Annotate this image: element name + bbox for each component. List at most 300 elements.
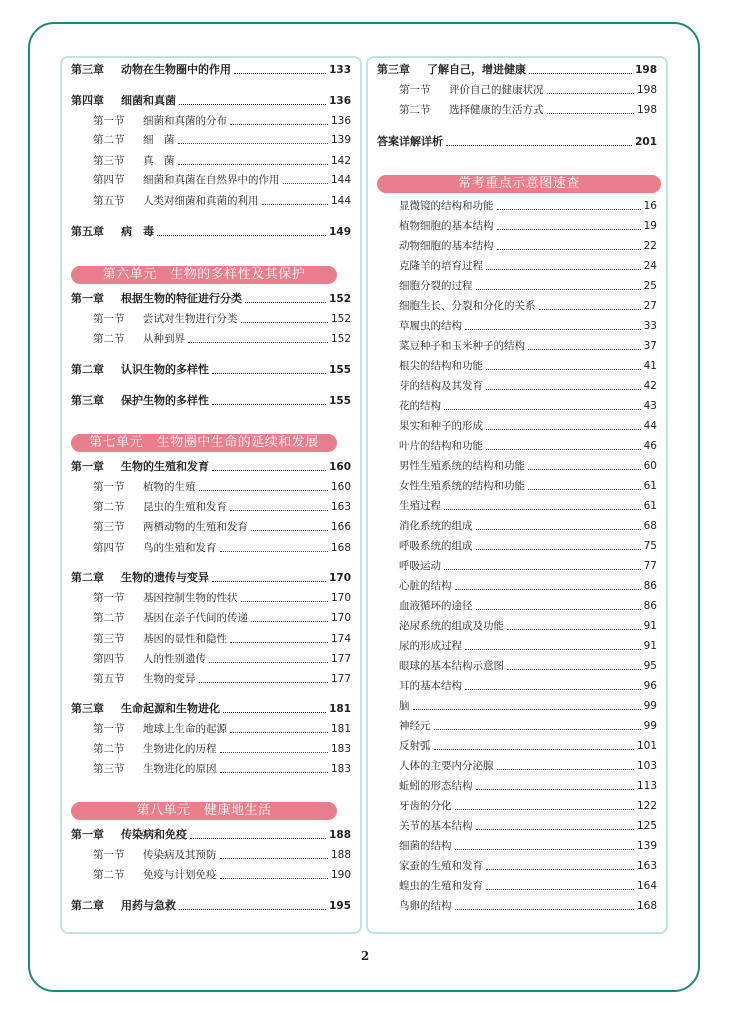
toc-section-row[interactable]	[71, 846, 351, 864]
toc-section-row[interactable]	[71, 192, 351, 210]
dot-leader	[434, 729, 641, 730]
toc-entry-title: 答案详解详析	[377, 135, 443, 148]
toc-entry-number: 第二章	[71, 899, 104, 912]
toc-section-row[interactable]	[71, 171, 351, 189]
toc-entry-page: 37	[643, 340, 657, 352]
toc-figure-row[interactable]	[377, 357, 657, 375]
toc-figure-row[interactable]	[377, 217, 657, 235]
toc-entry-page: 201	[635, 136, 657, 148]
toc-entry-title: 耳的基本结构	[399, 680, 462, 692]
toc-section-row[interactable]	[71, 112, 351, 130]
toc-chapter-row[interactable]	[71, 92, 351, 110]
toc-entry-page: 170	[330, 592, 351, 604]
dot-leader	[455, 849, 634, 850]
dot-leader	[528, 489, 641, 490]
toc-entry-title: 从种到界	[143, 333, 185, 345]
toc-entry-page: 183	[330, 743, 351, 755]
dot-leader	[199, 682, 328, 683]
unit-banner: 第八单元 健康地生活	[71, 802, 337, 820]
toc-entry-number: 第三章	[71, 63, 104, 76]
dot-leader	[529, 73, 632, 74]
toc-entry-page: 122	[636, 800, 657, 812]
toc-entry-number: 第三节	[93, 155, 125, 167]
toc-entry-page: 19	[643, 220, 657, 232]
dot-leader	[497, 209, 641, 210]
toc-figure-row[interactable]	[377, 677, 657, 695]
toc-entry-page: 149	[329, 226, 351, 238]
dot-leader	[234, 73, 326, 74]
toc-entry-number: 第五章	[71, 225, 104, 238]
toc-entry-number: 第四节	[93, 174, 125, 186]
toc-entry-page: 142	[330, 155, 351, 167]
toc-entry-title: 神经元	[399, 720, 431, 732]
toc-entry-number: 第二节	[93, 869, 125, 881]
toc-entry-title: 克隆羊的培育过程	[399, 260, 483, 272]
toc-section-row[interactable]	[71, 478, 351, 496]
toc-entry-title: 细 菌	[143, 134, 175, 146]
toc-entry-title: 血液循环的途径	[399, 600, 473, 612]
toc-figure-row[interactable]	[377, 397, 657, 415]
dot-leader	[497, 249, 641, 250]
toc-section-row[interactable]	[377, 101, 657, 119]
toc-entry-page: 44	[643, 420, 657, 432]
dot-leader	[230, 510, 328, 511]
toc-chapter-row[interactable]	[71, 700, 351, 718]
toc-figure-row[interactable]	[377, 457, 657, 475]
toc-figure-row[interactable]	[377, 537, 657, 555]
dot-leader	[413, 709, 641, 710]
dot-leader	[220, 858, 328, 859]
toc-entry-number: 第三章	[71, 394, 104, 407]
dot-leader	[212, 581, 326, 582]
toc-figure-row[interactable]	[377, 637, 657, 655]
toc-entry-title: 根据生物的特征进行分类	[121, 292, 242, 305]
toc-entry-title: 人的性别遗传	[143, 653, 206, 665]
toc-entry-page: 24	[643, 260, 657, 272]
toc-entry-page: 27	[643, 300, 657, 312]
toc-entry-title: 人体的主要内分泌腺	[399, 760, 494, 772]
toc-entry-title: 植物的生殖	[143, 481, 196, 493]
toc-entry-title: 生物的变异	[143, 673, 196, 685]
toc-chapter-row[interactable]	[71, 569, 351, 587]
toc-figure-row[interactable]	[377, 817, 657, 835]
toc-entry-title: 植物细胞的基本结构	[399, 220, 494, 232]
toc-section-row[interactable]	[71, 589, 351, 607]
dot-leader	[212, 404, 326, 405]
dot-leader	[486, 389, 641, 390]
dot-leader	[547, 93, 634, 94]
toc-entry-page: 177	[330, 673, 351, 685]
toc-entry-page: 181	[329, 703, 351, 715]
toc-entry-title: 细菌和真菌的分布	[143, 115, 227, 127]
dot-leader	[455, 589, 641, 590]
dot-leader	[212, 470, 326, 471]
toc-entry-page: 96	[643, 680, 657, 692]
toc-figure-row[interactable]	[377, 277, 657, 295]
toc-figure-row[interactable]	[377, 337, 657, 355]
toc-entry-title: 基因控制生物的性状	[143, 592, 238, 604]
toc-chapter-row[interactable]	[377, 61, 657, 79]
toc-entry-title: 了解自己，增进健康	[427, 63, 526, 76]
toc-entry-number: 第二节	[399, 104, 431, 116]
toc-section-row[interactable]	[71, 330, 351, 348]
dot-leader	[178, 164, 328, 165]
toc-section-row[interactable]	[71, 609, 351, 627]
dot-leader	[446, 145, 632, 146]
toc-section-row[interactable]	[71, 670, 351, 688]
toc-figure-row[interactable]	[377, 317, 657, 335]
toc-entry-number: 第三章	[71, 702, 104, 715]
toc-entry-title: 菜豆种子和玉米种子的结构	[399, 340, 525, 352]
dot-leader	[528, 349, 641, 350]
toc-figure-row[interactable]	[377, 737, 657, 755]
toc-entry-title: 鸟卵的结构	[399, 900, 452, 912]
toc-entry-title: 地球上生命的起源	[143, 723, 227, 735]
dot-leader	[476, 529, 641, 530]
toc-entry-title: 病 毒	[121, 225, 154, 238]
toc-entry-title: 蝗虫的生殖和发育	[399, 880, 483, 892]
dot-leader	[497, 229, 641, 230]
toc-entry-page: 99	[643, 720, 657, 732]
toc-entry-title: 动物在生物圈中的作用	[121, 63, 231, 76]
toc-entry-page: 77	[643, 560, 657, 572]
toc-entry-page: 155	[329, 364, 351, 376]
toc-entry-page: 43	[643, 400, 657, 412]
toc-section-row[interactable]	[71, 498, 351, 516]
dot-leader	[444, 409, 641, 410]
toc-entry-title: 家蚕的生殖和发育	[399, 860, 483, 872]
toc-entry-page: 91	[643, 620, 657, 632]
toc-entry-title: 真 菌	[143, 155, 175, 167]
toc-figure-row[interactable]	[377, 837, 657, 855]
toc-entry-page: 139	[636, 840, 657, 852]
dot-leader	[528, 469, 641, 470]
toc-entry-number: 第一章	[71, 828, 104, 841]
dot-leader	[157, 235, 326, 236]
toc-entry-page: 168	[330, 542, 351, 554]
toc-entry-page: 188	[330, 849, 351, 861]
toc-entry-number: 第一节	[93, 115, 125, 127]
toc-entry-title: 男性生殖系统的结构和功能	[399, 460, 525, 472]
toc-entry-page: 144	[330, 195, 351, 207]
toc-figure-row[interactable]	[377, 237, 657, 255]
toc-entry-page: 190	[330, 869, 351, 881]
toc-entry-title: 生物的遗传与变异	[121, 571, 209, 584]
dot-leader	[220, 551, 328, 552]
toc-entry-page: 188	[329, 829, 351, 841]
toc-entry-title: 叶片的结构和功能	[399, 440, 483, 452]
toc-entry-title: 花的结构	[399, 400, 441, 412]
toc-entry-title: 传染病和免疫	[121, 828, 187, 841]
toc-entry-number: 第二章	[71, 363, 104, 376]
toc-entry-page: 86	[643, 600, 657, 612]
toc-entry-page: 181	[330, 723, 351, 735]
toc-entry-number: 第五节	[93, 195, 125, 207]
toc-figure-row[interactable]	[377, 597, 657, 615]
toc-entry-title: 呼吸运动	[399, 560, 441, 572]
toc-entry-number: 第二节	[93, 612, 125, 624]
toc-entry-page: 95	[643, 660, 657, 672]
toc-entry-page: 101	[636, 740, 657, 752]
toc-entry-number: 第二节	[93, 333, 125, 345]
toc-entry-title: 关节的基本结构	[399, 820, 473, 832]
toc-right-column	[366, 56, 668, 934]
toc-entry-page: 177	[330, 653, 351, 665]
dot-leader	[455, 809, 634, 810]
toc-entry-number: 第二节	[93, 743, 125, 755]
toc-figure-row[interactable]	[377, 777, 657, 795]
toc-entry-page: 163	[636, 860, 657, 872]
dot-leader	[444, 569, 641, 570]
dot-leader	[465, 649, 641, 650]
dot-leader	[188, 342, 328, 343]
dot-leader	[230, 124, 328, 125]
dot-leader	[241, 322, 328, 323]
toc-entry-page: 168	[636, 900, 657, 912]
toc-section-row[interactable]	[71, 720, 351, 738]
dot-leader	[486, 869, 634, 870]
dot-leader	[476, 549, 641, 550]
toc-entry-number: 第四章	[71, 94, 104, 107]
toc-entry-page: 136	[329, 95, 351, 107]
toc-entry-number: 第一节	[93, 723, 125, 735]
toc-entry-page: 166	[330, 521, 351, 533]
toc-entry-number: 第二节	[93, 134, 125, 146]
toc-figure-row[interactable]	[377, 197, 657, 215]
toc-entry-title: 泌尿系统的组成及功能	[399, 620, 504, 632]
toc-entry-title: 用药与急救	[121, 899, 176, 912]
toc-figure-row[interactable]	[377, 577, 657, 595]
toc-entry-number: 第五节	[93, 673, 125, 685]
toc-entry-number: 第一章	[71, 292, 104, 305]
dot-leader	[465, 329, 641, 330]
toc-figure-row[interactable]	[377, 297, 657, 315]
toc-entry-title: 尝试对生物进行分类	[143, 313, 238, 325]
toc-chapter-row[interactable]	[71, 361, 351, 379]
dot-leader	[212, 373, 326, 374]
toc-entry-title: 蚯蚓的形态结构	[399, 780, 473, 792]
toc-entry-number: 第三章	[377, 63, 410, 76]
toc-figure-row[interactable]	[377, 497, 657, 515]
toc-entry-page: 195	[329, 900, 351, 912]
toc-section-row[interactable]	[71, 152, 351, 170]
toc-entry-page: 198	[635, 64, 657, 76]
toc-figure-row[interactable]	[377, 557, 657, 575]
toc-entry-page: 41	[643, 360, 657, 372]
toc-entry-title: 保护生物的多样性	[121, 394, 209, 407]
toc-entry-page: 198	[636, 104, 657, 116]
toc-entry-page: 164	[636, 880, 657, 892]
toc-entry-number: 第一节	[93, 481, 125, 493]
toc-figure-row[interactable]	[377, 797, 657, 815]
dot-leader	[507, 669, 641, 670]
toc-section-row[interactable]	[71, 630, 351, 648]
toc-figure-row[interactable]	[377, 657, 657, 675]
toc-section-row[interactable]	[71, 760, 351, 778]
toc-chapter-row[interactable]	[71, 290, 351, 308]
dot-leader	[178, 143, 328, 144]
toc-figure-row[interactable]	[377, 257, 657, 275]
toc-chapter-row[interactable]	[71, 392, 351, 410]
toc-entry-title: 细菌和真菌在自然界中的作用	[143, 174, 280, 186]
toc-entry-page: 22	[643, 240, 657, 252]
toc-entry-page: 25	[643, 280, 657, 292]
toc-section-row[interactable]	[377, 81, 657, 99]
dot-leader	[223, 712, 326, 713]
toc-figure-row[interactable]	[377, 437, 657, 455]
toc-entry-number: 第三节	[93, 633, 125, 645]
toc-entry-title: 评价自己的健康状况	[449, 84, 544, 96]
toc-chapter-row[interactable]	[377, 133, 657, 151]
toc-entry-page: 99	[643, 700, 657, 712]
toc-chapter-row[interactable]	[71, 61, 351, 79]
toc-entry-title: 细胞生长、分裂和分化的关系	[399, 300, 536, 312]
toc-entry-page: 144	[330, 174, 351, 186]
dot-leader	[179, 909, 326, 910]
toc-entry-page: 170	[329, 572, 351, 584]
dot-leader	[497, 769, 634, 770]
toc-entry-title: 基因的显性和隐性	[143, 633, 227, 645]
dot-leader	[486, 269, 641, 270]
dot-leader	[245, 302, 326, 303]
toc-entry-page: 103	[636, 760, 657, 772]
toc-entry-title: 选择健康的生活方式	[449, 104, 544, 116]
toc-figure-row[interactable]	[377, 617, 657, 635]
dot-leader	[486, 369, 641, 370]
toc-entry-page: 113	[636, 780, 657, 792]
toc-section-row[interactable]	[71, 539, 351, 557]
toc-entry-page: 91	[643, 640, 657, 652]
dot-leader	[455, 909, 634, 910]
toc-chapter-row[interactable]	[71, 826, 351, 844]
toc-section-row[interactable]	[71, 650, 351, 668]
toc-section-row[interactable]	[71, 131, 351, 149]
toc-entry-title: 消化系统的组成	[399, 520, 473, 532]
toc-entry-title: 生殖过程	[399, 500, 441, 512]
dot-leader	[444, 509, 641, 510]
toc-entry-title: 生物的生殖和发育	[121, 460, 209, 473]
toc-chapter-row[interactable]	[71, 458, 351, 476]
dot-leader	[486, 889, 634, 890]
toc-section-row[interactable]	[71, 310, 351, 328]
toc-entry-title: 动物细胞的基本结构	[399, 240, 494, 252]
toc-entry-page: 170	[330, 612, 351, 624]
toc-chapter-row[interactable]	[71, 223, 351, 241]
toc-entry-page: 139	[330, 134, 351, 146]
toc-entry-page: 68	[643, 520, 657, 532]
toc-entry-page: 33	[643, 320, 657, 332]
toc-entry-title: 生物进化的历程	[143, 743, 217, 755]
toc-entry-title: 显微镜的结构和功能	[399, 200, 494, 212]
dot-leader	[251, 530, 328, 531]
toc-entry-title: 眼球的基本结构示意图	[399, 660, 504, 672]
toc-entry-page: 174	[330, 633, 351, 645]
dot-leader	[230, 732, 328, 733]
toc-figure-row[interactable]	[377, 897, 657, 915]
dot-leader	[190, 838, 326, 839]
dot-leader	[547, 113, 634, 114]
toc-entry-number: 第四节	[93, 542, 125, 554]
toc-entry-title: 反射弧	[399, 740, 431, 752]
toc-entry-title: 呼吸系统的组成	[399, 540, 473, 552]
dot-leader	[262, 204, 328, 205]
toc-section-row[interactable]	[71, 740, 351, 758]
toc-entry-number: 第三节	[93, 763, 125, 775]
toc-figure-row[interactable]	[377, 377, 657, 395]
toc-entry-page: 125	[636, 820, 657, 832]
toc-figure-row[interactable]	[377, 857, 657, 875]
toc-entry-page: 61	[643, 500, 657, 512]
toc-entry-title: 基因在亲子代间的传递	[143, 612, 248, 624]
toc-entry-page: 160	[329, 461, 351, 473]
toc-entry-page: 160	[330, 481, 351, 493]
toc-entry-title: 根尖的结构和功能	[399, 360, 483, 372]
toc-section-row[interactable]	[71, 866, 351, 884]
toc-entry-number: 第一节	[93, 592, 125, 604]
dot-leader	[476, 789, 634, 790]
toc-figure-row[interactable]	[377, 877, 657, 895]
toc-entry-number: 第一节	[93, 313, 125, 325]
toc-entry-page: 152	[330, 333, 351, 345]
toc-entry-page: 86	[643, 580, 657, 592]
toc-figure-row[interactable]	[377, 757, 657, 775]
toc-entry-title: 生物进化的原因	[143, 763, 217, 775]
dot-leader	[476, 289, 641, 290]
toc-entry-title: 女性生殖系统的结构和功能	[399, 480, 525, 492]
toc-entry-number: 第一节	[399, 84, 431, 96]
toc-entry-title: 免疫与计划免疫	[143, 869, 217, 881]
unit-banner: 常考重点示意图速查	[377, 175, 661, 193]
toc-entry-title: 昆虫的生殖和发育	[143, 501, 227, 513]
toc-entry-page: 136	[330, 115, 351, 127]
toc-chapter-row[interactable]	[71, 897, 351, 915]
toc-figure-row[interactable]	[377, 697, 657, 715]
dot-leader	[507, 629, 641, 630]
toc-entry-title: 两栖动物的生殖和发育	[143, 521, 248, 533]
dot-leader	[209, 662, 328, 663]
toc-entry-title: 人类对细菌和真菌的利用	[143, 195, 259, 207]
toc-figure-row[interactable]	[377, 417, 657, 435]
dot-leader	[476, 609, 641, 610]
toc-figure-row[interactable]	[377, 477, 657, 495]
toc-entry-title: 鸟的生殖和发育	[143, 542, 217, 554]
toc-entry-number: 第一章	[71, 460, 104, 473]
toc-entry-page: 61	[643, 480, 657, 492]
dot-leader	[220, 878, 328, 879]
toc-entry-title: 传染病及其预防	[143, 849, 217, 861]
page-number: 2	[360, 949, 370, 963]
toc-section-row[interactable]	[71, 518, 351, 536]
toc-figure-row[interactable]	[377, 517, 657, 535]
dot-leader	[220, 772, 328, 773]
toc-entry-title: 生命起源和生物进化	[121, 702, 220, 715]
toc-entry-page: 152	[330, 313, 351, 325]
toc-entry-number: 第一节	[93, 849, 125, 861]
dot-leader	[539, 309, 641, 310]
unit-banner: 第六单元 生物的多样性及其保护	[71, 266, 337, 284]
toc-entry-title: 细菌和真菌	[121, 94, 176, 107]
toc-entry-title: 认识生物的多样性	[121, 363, 209, 376]
dot-leader	[179, 104, 326, 105]
toc-entry-number: 第二章	[71, 571, 104, 584]
toc-figure-row[interactable]	[377, 717, 657, 735]
dot-leader	[199, 490, 328, 491]
toc-entry-title: 果实和种子的形成	[399, 420, 483, 432]
toc-entry-title: 细胞分裂的过程	[399, 280, 473, 292]
toc-entry-page: 42	[643, 380, 657, 392]
toc-entry-title: 芽的结构及其发育	[399, 380, 483, 392]
toc-entry-page: 46	[643, 440, 657, 452]
